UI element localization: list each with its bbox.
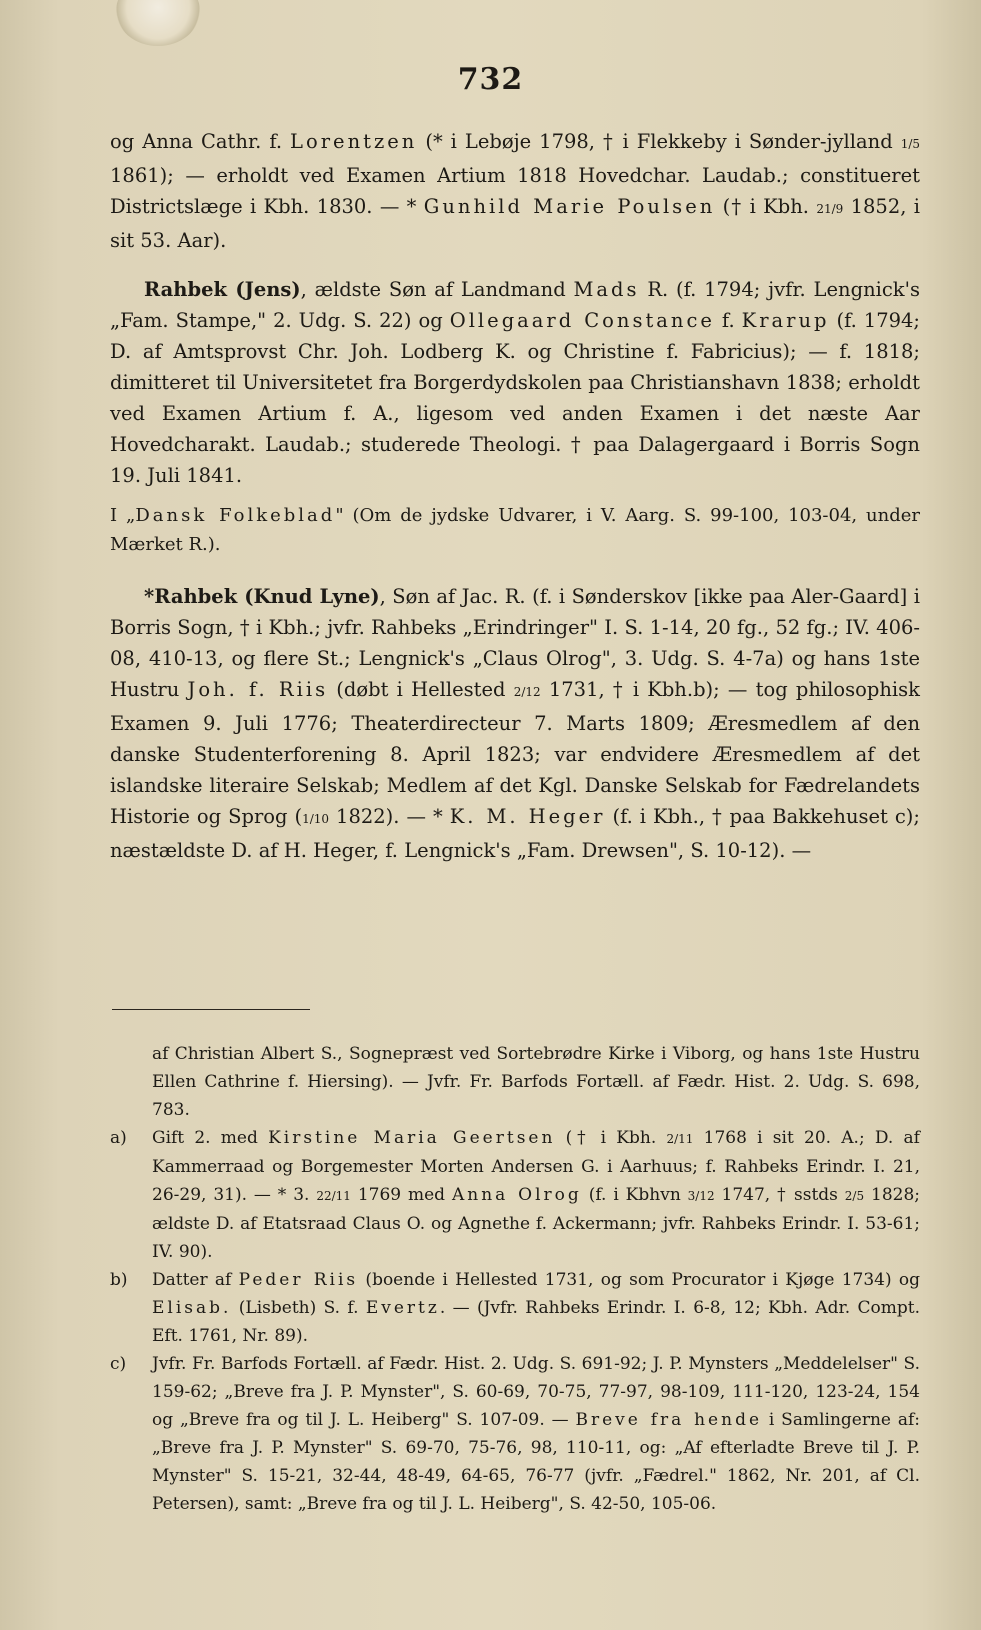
date-fraction: 3/12: [687, 1189, 715, 1203]
text-run: 1852, i sit 53. Aar).: [110, 195, 920, 252]
entry-heading: *Rahbek (Knud Lyne): [144, 585, 380, 608]
text-run: i Samlingerne af: „Breve fra J. P. Mynster" S. 69-70, 75-76, 98, 110-11, og: „Af efterladte Breve til J. P. Mynster" S. 15-21, 32-44, 48-49, 64-65, 76-77 (jvfr. „Fædrel." 1862, Nr. 201, af Cl. Petersen), samt: „Breve fra og til J. L. Heiberg", S. 42-50, 105-06.: [152, 1410, 920, 1514]
entry-rahbek-jens: [110, 274, 920, 491]
text-run: I „: [110, 505, 136, 526]
text-run: f.: [714, 309, 742, 332]
spaced-name: Kirstine Maria Geertsen: [268, 1128, 556, 1148]
text-run: (Lisbeth) S. f.: [231, 1298, 366, 1318]
footnote-c: [110, 1350, 920, 1518]
page-number: 732: [457, 62, 524, 97]
text-run: (boende i Hellested 1731, og som Procurator i Kjøge 1734) og: [358, 1270, 920, 1290]
date-fraction: 21/9: [816, 202, 844, 216]
text-run: (f. i Kbhvn: [581, 1185, 688, 1205]
paragraph-continuation: [110, 126, 920, 256]
source-reference: [110, 501, 920, 559]
text-run: 1768 i sit 20. A.; D. af Kammerraad og Borgemester Morten Andersen G. i Aarhuus; f. Rahbeks Erindr. I. 21, 26-29, 31). — * 3.: [152, 1128, 920, 1205]
text-run: Gift 2. med: [152, 1128, 269, 1148]
date-fraction: 22/11: [316, 1189, 351, 1203]
spaced-name: Krarup: [741, 309, 830, 332]
spaced-name: K. M. Heger: [449, 805, 606, 828]
date-fraction: 1/10: [302, 812, 330, 826]
footnote-label: b): [110, 1270, 128, 1290]
text-run: 1769 med: [350, 1185, 452, 1205]
spaced-name: Anna Olrog: [451, 1185, 582, 1205]
footnote-text: [152, 1124, 920, 1266]
spaced-name: Evertz: [365, 1298, 440, 1318]
punch-hole-mark: [116, 0, 200, 46]
spaced-name: Peder Riis: [238, 1270, 359, 1290]
footnote-divider: [112, 1009, 310, 1010]
text-run: og Anna Cathr. f.: [110, 130, 291, 153]
spaced-name: Mads: [573, 278, 640, 301]
footnotes: [110, 1040, 920, 1518]
text-run: (døbt i Hellested: [328, 678, 514, 701]
text-run: Datter af: [152, 1270, 239, 1290]
text-run: († i Kbh.: [715, 195, 817, 218]
text-run: " (Om de jydske Udvarer, i V. Aarg. S. 99-100, 103-04, under Mærket R.).: [110, 505, 920, 555]
footnote-label: a): [110, 1128, 127, 1148]
date-fraction: 2/12: [513, 685, 541, 699]
text-run: 1822). — *: [329, 805, 450, 828]
spaced-name: Gunhild Marie Poulsen: [423, 195, 716, 218]
footnote-text: [152, 1350, 920, 1518]
entry-heading: Rahbek (Jens): [144, 278, 301, 301]
text-run: (f. i Kbh., † paa Bakkehuset c); næstældste D. af H. Heger, f. Lengnick's „Fam. Drewsen", S. 10-12). —: [110, 805, 920, 862]
spaced-name: Dansk Folkeblad: [135, 505, 336, 526]
spaced-name: Ollegaard Constance: [449, 309, 715, 332]
text-run: (f. 1794; D. af Amtsprovst Chr. Joh. Lodberg K. og Christine f. Fabricius); — f. 1818; dimitteret til Universitetet fra Borgerdydskolen paa Christianshavn 1838; erholdt ved Examen Artium f. A., ligesom ved anden Examen i det næste Aar Hovedcharakt. Laudab.; studerede Theologi. † paa Dalagergaard i Borris Sogn 19. Juli 1841.: [110, 309, 920, 487]
date-fraction: 2/11: [666, 1132, 694, 1146]
main-text: [110, 126, 920, 866]
text-run: Jvfr. Fr. Barfods Fortæll. af Fædr. Hist. 2. Udg. S. 691-92; J. P. Mynsters „Meddelelser" S. 159-62; „Breve fra J. P. Mynster", S. 60-69, 70-75, 77-97, 98-109, 111-120, 123-24, 154 og „Breve fra og til J. L. Heiberg" S. 107-09. —: [152, 1354, 920, 1430]
footnote-text: [152, 1266, 920, 1350]
date-fraction: 2/5: [844, 1189, 865, 1203]
text-run: R. (f. 1794; jvfr. Lengnick's „Fam. Stampe," 2. Udg. S. 22) og: [110, 278, 920, 332]
footnote-continuation: af Christian Albert S., Sognepræst ved Sortebrødre Kirke i Viborg, og hans 1ste Hustru Ellen Cathrine f. Hiersing). — Jvfr. Fr. Barfods Fortæll. af Fædr. Hist. 2. Udg. S. 698, 783.: [152, 1044, 920, 1120]
text-run: 1747, † sstds: [714, 1185, 845, 1205]
text-run: , ældste Søn af Landmand: [300, 278, 574, 301]
entry-rahbek-knud-lyne: [110, 581, 920, 866]
text-run: († i Kbh.: [555, 1128, 667, 1148]
spaced-name: Breve fra hende: [575, 1410, 763, 1430]
spaced-name: Lorentzen: [290, 130, 418, 153]
text-run: 1861); — erholdt ved Examen Artium 1818 Hovedchar. Laudab.; constitueret Districtslæge i Kbh. 1830. — *: [110, 164, 920, 218]
spaced-name: Joh. f. Riis: [187, 678, 329, 701]
text-run: 1731, † i Kbh.b); — tog philosophisk Examen 9. Juli 1776; Theaterdirecteur 7. Marts 1809; Æresmedlem af den danske Studenterforening 8. April 1823; var endvidere Æresmedlem af det islandske literaire Selskab; Medlem af det Kgl. Danske Selskab for Fædrelandets Historie og Sprog (: [110, 678, 920, 828]
text-run: , Søn af Jac. R. (f. i Sønderskov [ikke paa Aler-Gaard] i Borris Sogn, † i Kbh.; jvfr. Rahbeks „Erindringer" I. S. 1-14, 20 fg., 52 fg.; IV. 406-08, 410-13, og flere St.; Lengnick's „Claus Olrog", 3. Udg. S. 4-7a) og hans 1ste Hustru: [110, 585, 920, 701]
spaced-name: Elisab.: [152, 1298, 232, 1318]
date-fraction: 1/5: [900, 137, 920, 151]
footnote-a: [110, 1124, 920, 1266]
footnote-b: [110, 1266, 920, 1350]
footnote-label: c): [110, 1354, 127, 1374]
text-run: (* i Lebøje 1798, † i Flekkeby i Sønder-jylland: [417, 130, 901, 153]
text-run: . — (Jvfr. Rahbeks Erindr. I. 6-8, 12; Kbh. Adr. Compt. Eft. 1761, Nr. 89).: [152, 1298, 920, 1346]
text-run: 1828; ældste D. af Etatsraad Claus O. og Agnethe f. Ackermann; jvfr. Rahbeks Erindr. I. 53-61; IV. 90).: [152, 1185, 921, 1262]
